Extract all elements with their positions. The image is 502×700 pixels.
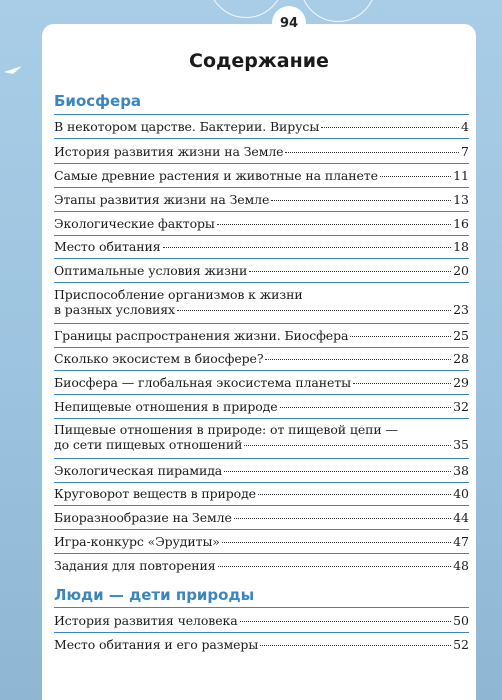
section-heading-people: Люди — дети природы bbox=[54, 586, 255, 604]
toc-entry[interactable] bbox=[54, 216, 469, 231]
toc-entry-title: Экологические факторы bbox=[54, 216, 215, 231]
entry-divider bbox=[54, 323, 469, 324]
toc-entry-page: 50 bbox=[453, 613, 469, 628]
toc-entry[interactable] bbox=[54, 422, 469, 452]
toc-entry-page: 40 bbox=[453, 486, 469, 501]
toc-entry-title: История развития жизни на Земле bbox=[54, 144, 284, 159]
toc-entry[interactable] bbox=[54, 637, 469, 652]
dot-leader bbox=[217, 224, 451, 225]
dot-leader bbox=[260, 645, 451, 646]
dot-leader bbox=[380, 176, 451, 177]
entry-divider bbox=[54, 235, 469, 236]
contents-panel bbox=[42, 24, 476, 700]
toc-entry-title: В некотором царстве. Бактерии. Вирусы bbox=[54, 119, 320, 134]
toc-entry-page: 47 bbox=[453, 534, 469, 549]
dot-leader bbox=[222, 542, 451, 543]
toc-entry-title: Место обитания bbox=[54, 239, 161, 254]
toc-entry-title-line2: до сети пищевых отношений bbox=[54, 437, 243, 452]
toc-entry-page: 29 bbox=[453, 375, 469, 390]
toc-entry[interactable] bbox=[54, 328, 469, 343]
dot-leader bbox=[271, 200, 451, 201]
section-heading-biosphere: Биосфера bbox=[54, 92, 142, 110]
toc-entry[interactable] bbox=[54, 375, 469, 390]
toc-entry-title-line2: в разных условиях bbox=[54, 302, 176, 317]
toc-entry-page: 11 bbox=[453, 168, 469, 183]
toc-entry-title: Сколько экосистем в биосфере? bbox=[54, 351, 264, 366]
toc-entry-title: Оптимальные условия жизни bbox=[54, 263, 248, 278]
toc-entry[interactable] bbox=[54, 287, 469, 317]
toc-entry-page: 20 bbox=[453, 263, 469, 278]
entry-divider bbox=[54, 282, 469, 283]
dot-leader bbox=[244, 445, 451, 446]
toc-entry-title-line1: Приспособление организмов к жизни bbox=[54, 287, 303, 302]
toc-entry-page: 25 bbox=[453, 328, 469, 343]
toc-entry-title: Задания для повторения bbox=[54, 558, 216, 573]
dot-leader bbox=[280, 407, 452, 408]
page-title: Содержание bbox=[189, 50, 329, 72]
toc-entry-page: 52 bbox=[453, 637, 469, 652]
entry-divider bbox=[54, 347, 469, 348]
paper-plane-icon bbox=[4, 66, 22, 74]
toc-entry-title: Игра-конкурс «Эрудиты» bbox=[54, 534, 220, 549]
toc-entry-page: 38 bbox=[453, 463, 469, 478]
toc-entry-page: 35 bbox=[453, 437, 469, 452]
entry-divider bbox=[54, 138, 469, 139]
toc-entry-page: 7 bbox=[461, 144, 469, 159]
toc-entry-title: История развития человека bbox=[54, 613, 238, 628]
toc-entry-page: 32 bbox=[453, 399, 469, 414]
toc-entry[interactable] bbox=[54, 239, 469, 254]
page-number: 94 bbox=[272, 6, 306, 40]
toc-entry[interactable] bbox=[54, 510, 469, 525]
entry-divider bbox=[54, 211, 469, 212]
toc-entry[interactable] bbox=[54, 263, 469, 278]
entry-divider bbox=[54, 529, 469, 530]
entry-divider bbox=[54, 458, 469, 459]
dot-leader bbox=[224, 471, 451, 472]
dot-leader bbox=[285, 152, 459, 153]
entry-divider bbox=[54, 394, 469, 395]
toc-entry[interactable] bbox=[54, 534, 469, 549]
section-divider bbox=[54, 114, 469, 115]
entry-divider bbox=[54, 482, 469, 483]
toc-entry[interactable] bbox=[54, 613, 469, 628]
toc-entry-title: Биоразнообразие на Земле bbox=[54, 510, 232, 525]
dot-leader bbox=[177, 310, 451, 311]
toc-entry-title: Биосфера — глобальная экосистема планеты bbox=[54, 375, 351, 390]
entry-divider bbox=[54, 553, 469, 554]
toc-entry-page: 23 bbox=[453, 302, 469, 317]
toc-entry-title: Границы распространения жизни. Биосфера bbox=[54, 328, 349, 343]
toc-entry[interactable] bbox=[54, 463, 469, 478]
toc-entry-page: 28 bbox=[453, 351, 469, 366]
toc-entry-title: Непищевые отношения в природе bbox=[54, 399, 278, 414]
dot-leader bbox=[353, 383, 451, 384]
entry-divider bbox=[54, 258, 469, 259]
dot-leader bbox=[163, 247, 452, 248]
toc-entry[interactable] bbox=[54, 351, 469, 366]
dot-leader bbox=[234, 518, 451, 519]
toc-entry-page: 44 bbox=[453, 510, 469, 525]
toc-entry-title: Экологическая пирамида bbox=[54, 463, 223, 478]
toc-entry-page: 48 bbox=[453, 558, 469, 573]
toc-entry-title-line1: Пищевые отношения в природе: от пищевой цепи — bbox=[54, 422, 398, 437]
dot-leader bbox=[249, 271, 451, 272]
entry-divider bbox=[54, 163, 469, 164]
toc-entry[interactable] bbox=[54, 399, 469, 414]
dot-leader bbox=[258, 494, 451, 495]
toc-entry[interactable] bbox=[54, 558, 469, 573]
entry-divider bbox=[54, 505, 469, 506]
toc-entry-page: 13 bbox=[453, 192, 469, 207]
toc-entry[interactable] bbox=[54, 192, 469, 207]
toc-entry-page: 18 bbox=[453, 239, 469, 254]
decorative-circle bbox=[300, 0, 376, 22]
toc-entry[interactable] bbox=[54, 168, 469, 183]
dot-leader bbox=[218, 566, 452, 567]
toc-entry-page: 16 bbox=[453, 216, 469, 231]
toc-entry[interactable] bbox=[54, 119, 469, 134]
toc-entry-title: Круговорот веществ в природе bbox=[54, 486, 256, 501]
toc-entry-title: Место обитания и его размеры bbox=[54, 637, 259, 652]
toc-entry-page: 4 bbox=[461, 119, 469, 134]
toc-entry[interactable] bbox=[54, 486, 469, 501]
toc-entry[interactable] bbox=[54, 144, 469, 159]
section-divider bbox=[54, 607, 469, 608]
dot-leader bbox=[240, 621, 451, 622]
entry-divider bbox=[54, 418, 469, 419]
dot-leader bbox=[321, 127, 459, 128]
entry-divider bbox=[54, 632, 469, 633]
toc-entry-title: Самые древние растения и животные на планете bbox=[54, 168, 378, 183]
dot-leader bbox=[265, 359, 451, 360]
toc-entry-title: Этапы развития жизни на Земле bbox=[54, 192, 270, 207]
entry-divider bbox=[54, 187, 469, 188]
dot-leader bbox=[350, 336, 451, 337]
entry-divider bbox=[54, 370, 469, 371]
